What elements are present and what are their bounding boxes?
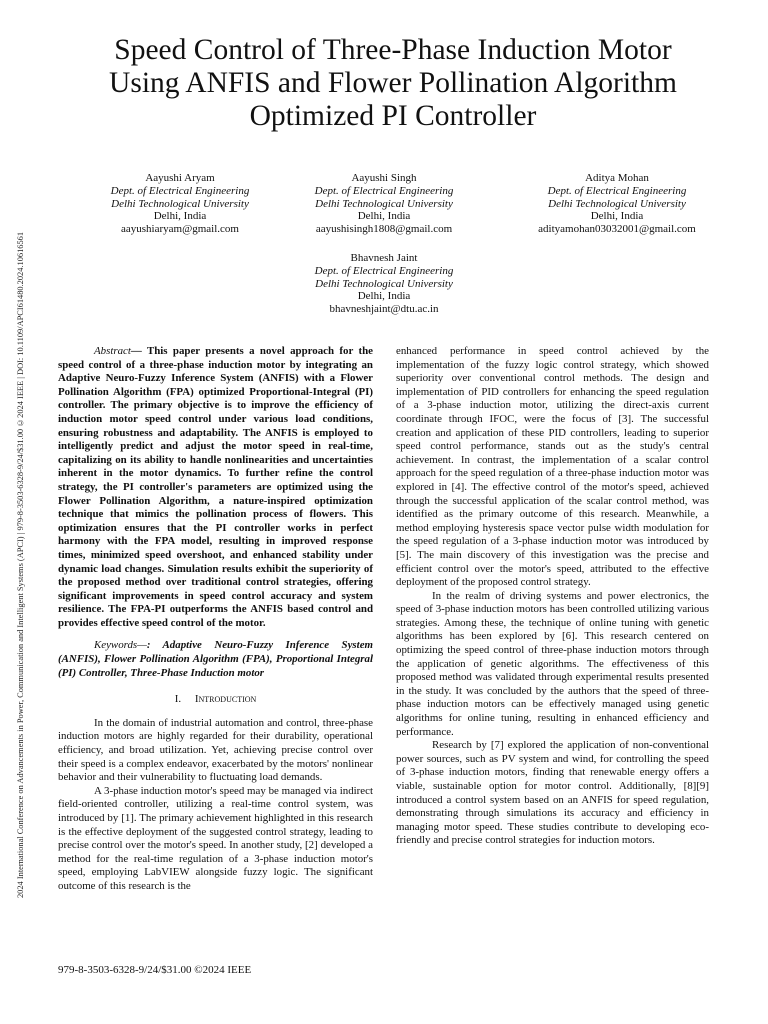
author-university: Delhi Technological University — [548, 197, 686, 210]
sidebar-citation: 2024 International Conference on Advancements in Power, Communication and Intelligent Systems (APCI) | 979-8-3503-6328-9/24/$31.00 ©2024 IEEE | DOI: 10.1109/APCI61480.2024.10616561 — [16, 231, 25, 898]
author-block — [269, 252, 499, 316]
author-dept: Dept. of Electrical Engineering — [314, 184, 454, 197]
author-city: Delhi, India — [357, 210, 411, 223]
author-name: Bhavnesh Jaint — [350, 252, 418, 264]
title-line: Optimized PI Controller — [249, 100, 537, 132]
paper-title — [40, 34, 746, 133]
author-block — [502, 172, 732, 236]
body-paragraph: A 3-phase induction motor's speed may be managed via indirect field-oriented controller, utilizing a real-time control system, was introduced by [1]. The primary achievement highlighted in this research is the effective deployment of the suggested control strategy, leading to precise control over the motor's speed. In another study, [2] developed a method for the real-time regulation of a 3-phase induction motor's speed, employing LabVIEW alongside fuzzy logic. The significant outcome of this research is the — [58, 784, 373, 892]
section-title: Introduction — [194, 693, 257, 706]
author-email[interactable]: adityamohan03032001@gmail.com — [538, 223, 696, 236]
abstract-text: This paper presents a novel approach for the speed control of a three-phase induction motor by integrating an Adaptive Neuro-Fuzzy Inference System (ANFIS) with a Flower Pollination Algorithm (FPA) optimized Proportional-Integral (PI) controller. The primary objective is to improve the efficiency of induction motor speed control under various load conditions, ensuring robustness and adaptability. The ANFIS is employed to intelligently predict and adjust the motor speed in real-time, capitalizing on its ability to handle nonlinearities and uncertainties inherent in the motor dynamics. To further refine the control strategy, the PI controller's parameters are optimized using the Flower Pollination Algorithm, a nature-inspired optimization technique that mimics the pollination process of flowers. This optimization ensures that the PI controller works in perfect harmony with the FPA model, resulting in improved response times, minimized speed overshoot, and enhanced stability under dynamic load changes. Simulation results exhibit the superiority of the proposed method over traditional control strategies, offering significant improvements in speed control accuracy and system resilience. The FPA-PI outperforms the ANFIS based control and provides effective speed control of the motor. — [58, 345, 373, 629]
left-column — [58, 345, 373, 894]
title-line: Speed Control of Three-Phase Induction Motor — [114, 34, 672, 66]
author-email[interactable]: aayushiaryam@gmail.com — [121, 223, 239, 236]
page-footer: 979-8-3503-6328-9/24/$31.00 ©2024 IEEE — [58, 964, 252, 976]
title-line: Using ANFIS and Flower Pollination Algorithm — [109, 67, 677, 99]
body-paragraph: enhanced performance in speed control achieved by the implementation of the fuzzy logic control strategy, which showed superiority over conventional control methods. The design and implementation of PID controllers for enhancing the speed regulation of a 3-phase induction motor, utilizing the direct-axis current coordinate through IFOC, were the focus of [3]. The successful creation and application of these PID controllers, leading to superior speed control performance, stands out as the study's central achievement. In contrast, the implementation of a scalar control approach for the speed regulation of a three-phase induction motor was explored in [4]. The effective control of the motor's speed, achieved through the successful application of the scalar control method, was identified as the primary outcome of this research. Meanwhile, a method employing hysteresis space vector pulse width modulation for the speed regulation of a 3-phase induction motor was introduced by [5]. The main discovery of this investigation was the precise and efficient control over the motor's speed, attributed to the effective deployment of the proposed control strategy. — [396, 345, 709, 589]
body-paragraph: In the realm of driving systems and power electronics, the speed of 3-phase induction motors has been controlled utilizing various strategies. Among these, the technique of online tuning with genetic algorithms has been explored by [6]. This research centered on optimizing the speed control of three-phase induction motors through the application of genetic algorithms. The effectiveness of this proposed method was validated through experimental results presented in the study. It was concluded by the authors that the speed of three-phase induction motors can be effectively managed using genetic algorithms for online tuning, resulting in enhanced efficiency and performance. — [396, 589, 709, 738]
author-city: Delhi, India — [153, 210, 207, 223]
body-paragraph: Research by [7] explored the application of non-conventional power sources, such as PV system and wind, for controlling the speed of 3-phase induction motors, finding that renewable energy offers a viable, sustainable option for motor control. Additionally, [8][9] introduced a control system based on an ANFIS for speed regulation, demonstrating through simulations its accuracy and efficiency in managing motor speed. These studies contribute to developing eco-friendly and precise control strategies for induction motors. — [396, 739, 709, 847]
author-email[interactable]: aayushisingh1808@gmail.com — [315, 223, 453, 236]
keywords-text: : Adaptive Neuro-Fuzzy Inference System (ANFIS), Flower Pollination Algorithm (FPA), Proportional Integral (PI) Controller, Three-Phase Induction motor — [58, 639, 373, 679]
author-name: Aditya Mohan — [585, 172, 649, 184]
keywords-label: Keywords— — [94, 639, 147, 652]
section-heading — [58, 693, 373, 707]
author-block — [65, 172, 295, 236]
author-name: Aayushi Singh — [351, 172, 417, 184]
keywords — [58, 639, 373, 680]
abstract-label: Abstract — [94, 345, 131, 357]
author-city: Delhi, India — [590, 210, 644, 223]
author-dept: Dept. of Electrical Engineering — [547, 184, 687, 197]
author-university: Delhi Technological University — [111, 197, 249, 210]
author-city: Delhi, India — [357, 290, 411, 303]
author-university: Delhi Technological University — [315, 197, 453, 210]
author-dept: Dept. of Electrical Engineering — [314, 264, 454, 277]
right-column — [396, 345, 709, 848]
author-block — [269, 172, 499, 236]
author-dept: Dept. of Electrical Engineering — [110, 184, 250, 197]
author-name: Aayushi Aryam — [145, 172, 215, 184]
abstract-dash: — — [130, 345, 147, 357]
section-number: I. — [174, 693, 182, 706]
body-paragraph: In the domain of industrial automation and control, three-phase induction motors are highly regarded for their durability, operational efficiency, and broad utilization. Yet, achieving precise control over their speed is a complex endeavor, exacerbated by the motors' nonlinear behavior and their vulnerability to fluctuating load demands. — [58, 716, 373, 784]
author-email[interactable]: bhavneshjaint@dtu.ac.in — [329, 303, 439, 316]
author-university: Delhi Technological University — [315, 277, 453, 290]
abstract — [58, 345, 373, 630]
